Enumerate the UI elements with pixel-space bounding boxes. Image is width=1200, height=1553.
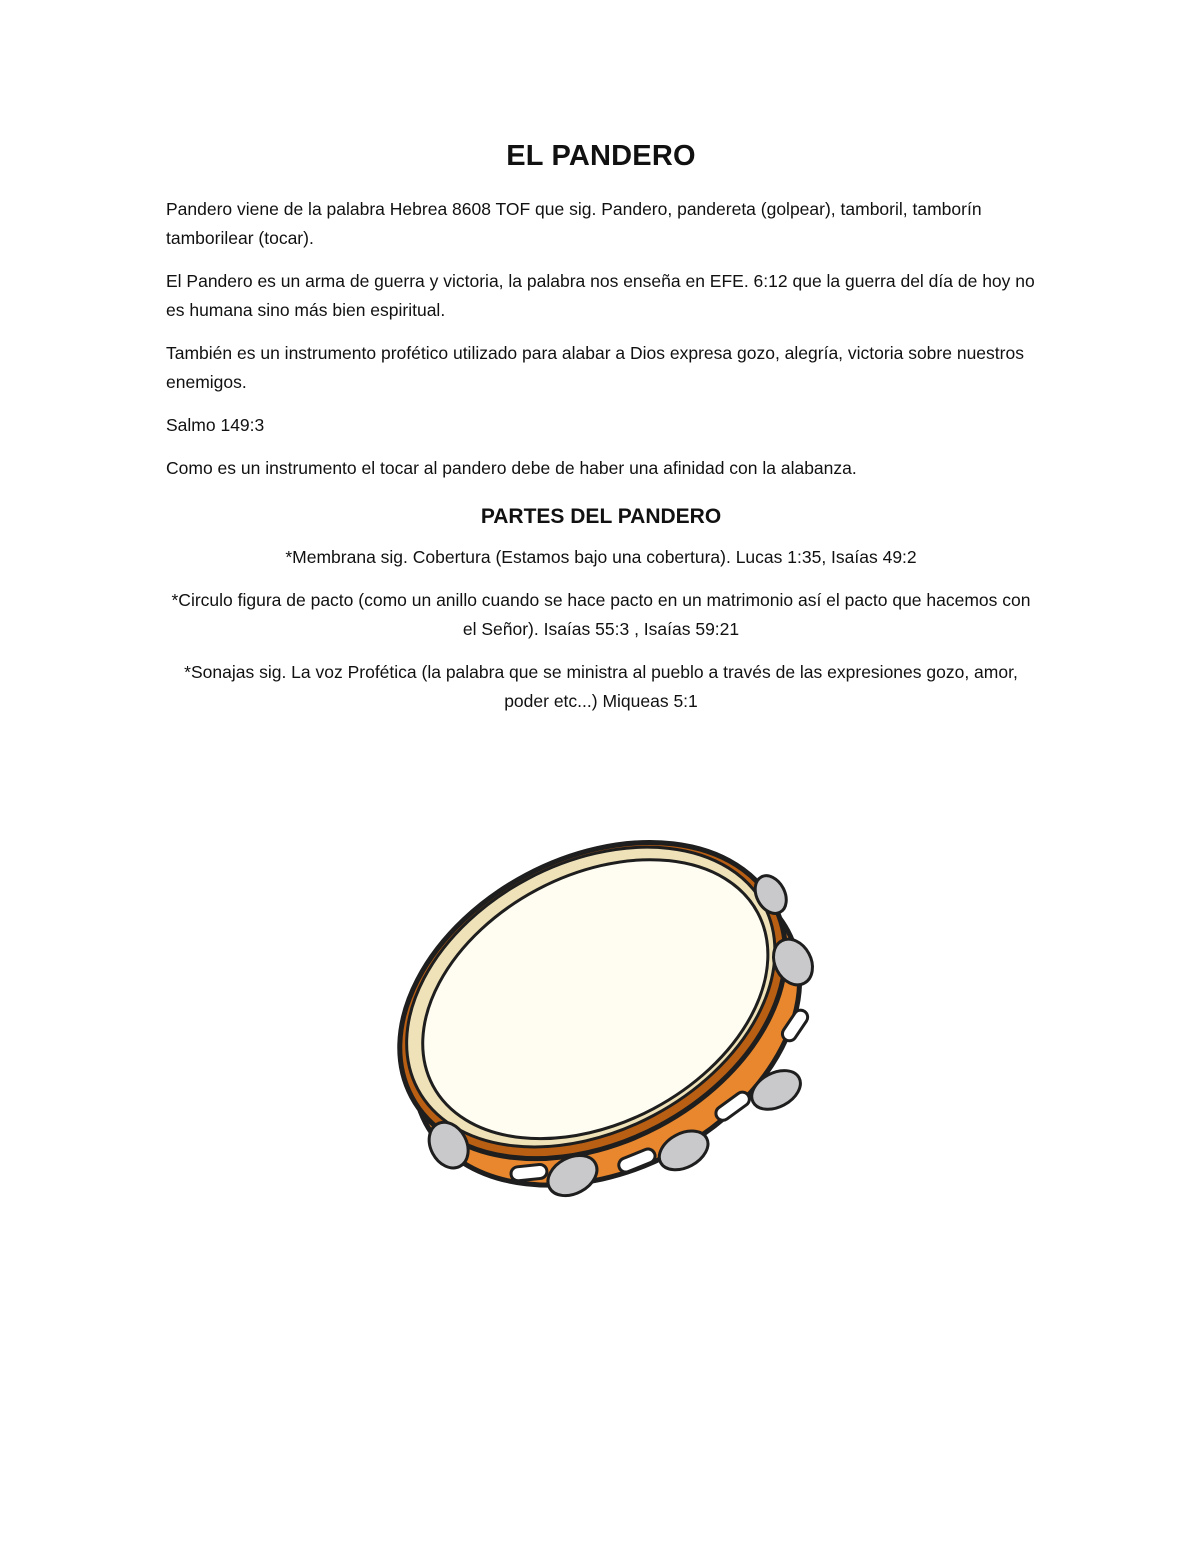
paragraph-affinity: Como es un instrumento el tocar al pandero debe de haber una afinidad con la alabanza. (166, 458, 857, 478)
section-heading: PARTES DEL PANDERO (480, 505, 722, 528)
paragraph-origin: Pandero viene de la palabra Hebrea 8608 TOF que sig. Pandero, pandereta (golpear), tamboril, tamborín tamborilear (tocar). (166, 199, 982, 248)
tambourine-illustration (370, 810, 830, 1200)
part-jingles: *Sonajas sig. La voz Profética (la palabra que se ministra al pueblo a través de las expresiones gozo, amor, poder etc...) Miqueas 5:1 (184, 662, 1018, 711)
part-circle: *Circulo figura de pacto (como un anillo cuando se hace pacto en un matrimonio así el pacto que hacemos con el Señor). Isaías 55:3 , Isaías 59:21 (171, 590, 1031, 639)
document-body (166, 140, 1036, 730)
part-membrane: *Membrana sig. Cobertura (Estamos bajo una cobertura). Lucas 1:35, Isaías 49:2 (285, 547, 917, 567)
paragraph-prophetic: También es un instrumento profético utilizado para alabar a Dios expresa gozo, alegría, victoria sobre nuestros enemigos. (166, 343, 1024, 392)
paragraph-psalm: Salmo 149:3 (166, 415, 265, 435)
tambourine-icon (370, 810, 830, 1200)
document-title: EL PANDERO (506, 140, 696, 172)
paragraph-weapon: El Pandero es un arma de guerra y victoria, la palabra nos enseña en EFE. 6:12 que la guerra del día de hoy no es humana sino más bien espiritual. (166, 271, 1035, 320)
